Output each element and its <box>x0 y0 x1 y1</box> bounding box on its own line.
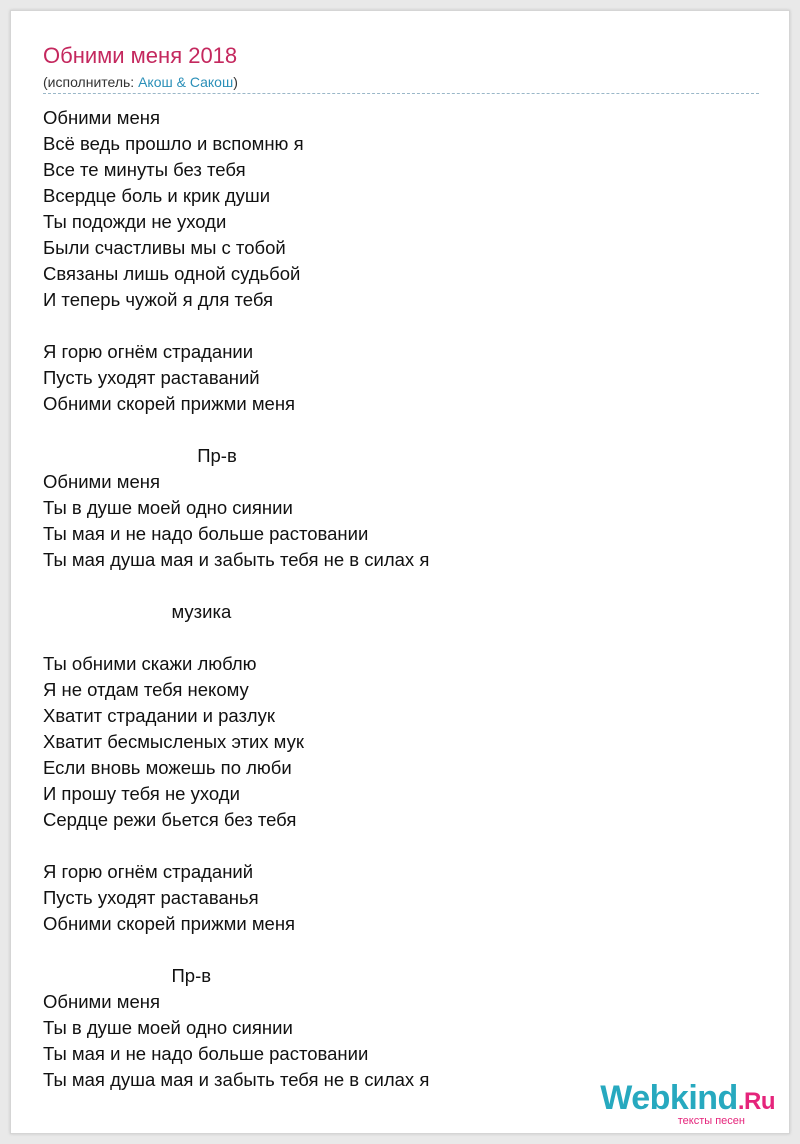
lyrics-line: Ты мая и не надо больше растовании <box>43 523 369 544</box>
lyrics-line: И теперь чужой я для тебя <box>43 289 274 310</box>
lyrics-line: Я горю огнём страдании <box>43 341 254 362</box>
lyrics-line: Пусть уходят раставаний <box>43 367 260 388</box>
artist-prefix: (исполнитель: <box>43 74 139 90</box>
lyrics-line: Пр-в <box>43 445 237 466</box>
header-divider <box>43 93 759 94</box>
lyrics-line: Ты подожди не уходи <box>43 211 227 232</box>
lyrics-blank-line <box>43 313 429 339</box>
lyrics-blank-line <box>43 937 429 963</box>
lyrics-line: Обними скорей прижми меня <box>43 913 296 934</box>
lyrics-body <box>43 105 429 1093</box>
lyrics-line: Сердце режи бьется без тебя <box>43 809 297 830</box>
lyrics-blank-line <box>43 625 429 651</box>
lyrics-line: Обними меня <box>43 107 160 128</box>
lyrics-line: Пр-в <box>43 965 212 986</box>
lyrics-line: Ты в душе моей одно сиянии <box>43 497 293 518</box>
lyrics-line: Обними меня <box>43 991 160 1012</box>
lyrics-line: музика <box>43 601 232 622</box>
lyrics-blank-line <box>43 417 429 443</box>
lyrics-line: Всё ведь прошло и вспомню я <box>43 133 304 154</box>
lyrics-line: И прошу тебя не уходи <box>43 783 240 804</box>
lyrics-blank-line <box>43 573 429 599</box>
lyrics-line: Ты обними скажи люблю <box>43 653 257 674</box>
lyrics-line: Ты мая душа мая и забыть тебя не в силах я <box>43 549 430 570</box>
lyrics-line: Я не отдам тебя некому <box>43 679 249 700</box>
lyrics-line: Ты в душе моей одно сиянии <box>43 1017 293 1038</box>
lyrics-line: Были счастливы мы с тобой <box>43 237 286 258</box>
song-title: Обними меня 2018 <box>43 43 238 68</box>
lyrics-line: Связаны лишь одной судьбой <box>43 263 301 284</box>
logo-suffix: .Ru <box>737 1088 775 1115</box>
artist-suffix: ) <box>233 74 238 90</box>
lyrics-line: Обними меня <box>43 471 160 492</box>
artist-line <box>43 73 238 91</box>
lyrics-blank-line <box>43 833 429 859</box>
lyrics-line: Пусть уходят раставанья <box>43 887 259 908</box>
lyrics-line: Хватит страдании и разлук <box>43 705 275 726</box>
lyrics-line: Все те минуты без тебя <box>43 159 246 180</box>
logo-tagline: тексты песен <box>677 1115 745 1127</box>
lyrics-line: Ты мая душа мая и забыть тебя не в силах я <box>43 1069 430 1090</box>
lyrics-sheet <box>10 10 790 1134</box>
logo-wordmark <box>600 1080 775 1120</box>
lyrics-line: Хватит бесмысленых этих мук <box>43 731 304 752</box>
artist-link[interactable]: Акош & Сакош <box>138 74 234 90</box>
lyrics-line: Обними скорей прижми меня <box>43 393 296 414</box>
lyrics-line: Если вновь можешь по люби <box>43 757 292 778</box>
lyrics-line: Всердце боль и крик души <box>43 185 271 206</box>
logo-main-text: Webkind <box>600 1079 738 1117</box>
lyrics-line: Ты мая и не надо больше растовании <box>43 1043 369 1064</box>
lyrics-line: Я горю огнём страданий <box>43 861 254 882</box>
site-logo[interactable] <box>600 1080 775 1127</box>
